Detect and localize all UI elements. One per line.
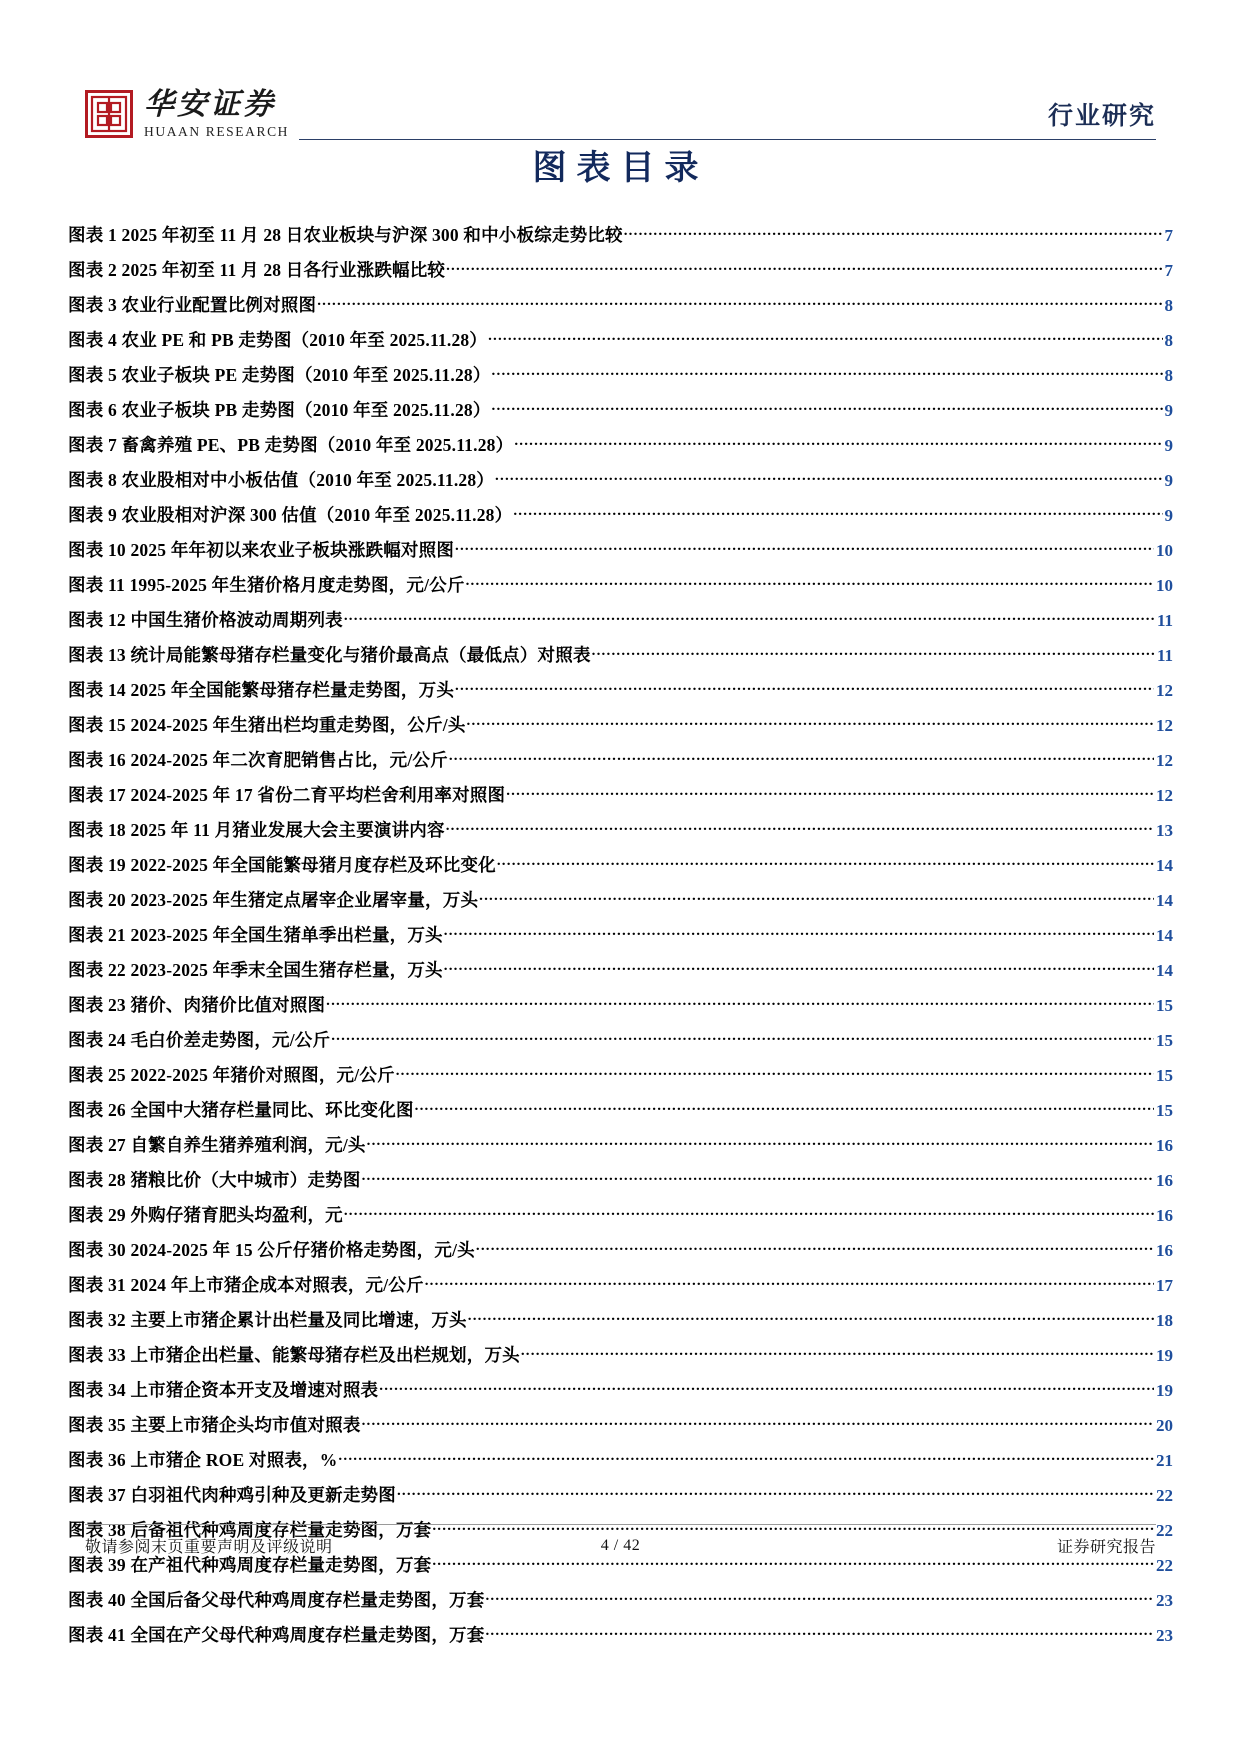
toc-leader-dots	[624, 224, 1163, 242]
toc-leader-dots	[492, 364, 1163, 382]
toc-entry-page-number[interactable]: 14	[1156, 891, 1173, 910]
toc-entry-page-number[interactable]: 7	[1164, 226, 1173, 245]
toc-entry-label: 图表 37 白羽祖代肉种鸡引种及更新走势图	[68, 1485, 396, 1505]
toc-entry-label: 图表 7 畜禽养殖 PE、PB 走势图（2010 年至 2025.11.28）	[68, 435, 514, 455]
toc-entry[interactable]	[68, 257, 1173, 292]
toc-entry-page-number[interactable]: 22	[1156, 1521, 1173, 1540]
toc-entry[interactable]	[68, 1237, 1173, 1272]
toc-entry-label: 图表 21 2023-2025 年全国生猪单季出栏量，万头	[68, 925, 443, 945]
toc-entry[interactable]	[68, 1027, 1173, 1062]
toc-entry-label: 图表 1 2025 年初至 11 月 28 日农业板块与沪深 300 和中小板综走势比较	[68, 225, 623, 245]
toc-entry[interactable]	[68, 1307, 1173, 1342]
header-section-title: 行业研究	[1047, 103, 1156, 130]
toc-entry-label: 图表 30 2024-2025 年 15 公斤仔猪价格走势图，元/头	[68, 1240, 475, 1260]
toc-leader-dots	[362, 1169, 1154, 1187]
toc-leader-dots	[513, 504, 1162, 522]
toc-entry-label: 图表 18 2025 年 11 月猪业发展大会主要演讲内容	[68, 820, 445, 840]
toc-entry[interactable]	[68, 1587, 1173, 1622]
toc-entry-label: 图表 35 主要上市猪企头均市值对照表	[68, 1415, 361, 1435]
toc-leader-dots	[331, 1029, 1154, 1047]
table-of-contents	[68, 222, 1173, 1657]
toc-leader-dots	[344, 609, 1155, 627]
toc-entry-page-number[interactable]: 11	[1156, 646, 1173, 665]
toc-leader-dots	[476, 1239, 1154, 1257]
toc-leader-dots	[317, 294, 1162, 312]
toc-entry[interactable]	[68, 432, 1173, 467]
toc-entry-page-number[interactable]: 8	[1164, 296, 1173, 315]
toc-entry-label: 图表 23 猪价、肉猪价比值对照图	[68, 995, 326, 1015]
toc-entry[interactable]	[68, 362, 1173, 397]
toc-entry[interactable]	[68, 1482, 1173, 1517]
toc-entry[interactable]	[68, 1412, 1173, 1447]
toc-entry[interactable]	[68, 1342, 1173, 1377]
toc-leader-dots	[326, 994, 1154, 1012]
footer-divider	[85, 1524, 1156, 1525]
page-title: 图表目录	[532, 150, 709, 187]
toc-entry-label: 图表 22 2023-2025 年季末全国生猪存栏量，万头	[68, 960, 443, 980]
toc-leader-dots	[379, 1379, 1154, 1397]
toc-entry-label: 图表 26 全国中大猪存栏量同比、环比变化图	[68, 1100, 414, 1120]
toc-entry-page-number[interactable]: 9	[1164, 436, 1173, 455]
toc-entry[interactable]	[68, 222, 1173, 257]
toc-entry-label: 图表 9 农业股相对沪深 300 估值（2010 年至 2025.11.28）	[68, 505, 513, 525]
toc-entry[interactable]	[68, 467, 1173, 502]
toc-entry-page-number[interactable]: 12	[1156, 681, 1173, 700]
toc-entry-page-number[interactable]: 17	[1156, 1276, 1173, 1295]
toc-entry-label: 图表 19 2022-2025 年全国能繁母猪月度存栏及环比变化	[68, 855, 496, 875]
toc-entry-label: 图表 20 2023-2025 年生猪定点屠宰企业屠宰量，万头	[68, 890, 479, 910]
toc-leader-dots	[444, 924, 1154, 942]
toc-entry[interactable]	[68, 887, 1173, 922]
toc-entry[interactable]	[68, 957, 1173, 992]
toc-entry-label: 图表 38 后备祖代种鸡周度存栏量走势图，万套	[68, 1520, 432, 1540]
toc-entry[interactable]	[68, 607, 1173, 642]
toc-leader-dots	[495, 469, 1162, 487]
toc-entry-page-number[interactable]: 15	[1156, 996, 1173, 1015]
toc-leader-dots	[446, 259, 1162, 277]
toc-leader-dots	[492, 399, 1163, 417]
toc-leader-dots	[455, 679, 1154, 697]
toc-leader-dots	[488, 329, 1162, 347]
toc-entry-label: 图表 16 2024-2025 年二次育肥销售占比，元/公斤	[68, 750, 448, 770]
toc-entry[interactable]	[68, 1377, 1173, 1412]
toc-entry[interactable]	[68, 572, 1173, 607]
toc-leader-dots	[455, 539, 1154, 557]
toc-entry-page-number[interactable]: 9	[1164, 401, 1173, 420]
toc-entry-label: 图表 6 农业子板块 PB 走势图（2010 年至 2025.11.28）	[68, 400, 491, 420]
toc-entry-page-number[interactable]: 18	[1156, 1311, 1173, 1330]
toc-leader-dots	[497, 854, 1154, 872]
toc-entry-page-number[interactable]: 19	[1156, 1346, 1173, 1365]
toc-entry[interactable]	[68, 782, 1173, 817]
toc-entry[interactable]	[68, 292, 1173, 327]
toc-leader-dots	[444, 959, 1154, 977]
toc-entry-page-number[interactable]: 9	[1164, 506, 1173, 525]
toc-leader-dots	[485, 1589, 1154, 1607]
brand-name-cn: 华安证券	[144, 87, 276, 121]
toc-entry-label: 图表 27 自繁自养生猪养殖利润，元/头	[68, 1135, 366, 1155]
footer-report-type: 证券研究报告	[1056, 1539, 1156, 1556]
toc-leader-dots	[362, 1414, 1154, 1432]
toc-entry-page-number[interactable]: 16	[1156, 1171, 1173, 1190]
toc-entry[interactable]	[68, 852, 1173, 887]
toc-entry-label: 图表 29 外购仔猪育肥头均盈利，元	[68, 1205, 343, 1225]
toc-entry[interactable]	[68, 1167, 1173, 1202]
toc-entry-page-number[interactable]: 16	[1156, 1241, 1173, 1260]
toc-entry-label: 图表 12 中国生猪价格波动周期列表	[68, 610, 343, 630]
brand-logo	[85, 87, 290, 141]
toc-entry-label: 图表 13 统计局能繁母猪存栏量变化与猪价最高点（最低点）对照表	[68, 645, 591, 665]
toc-leader-dots	[449, 749, 1154, 767]
toc-entry-label: 图表 34 上市猪企资本开支及增速对照表	[68, 1380, 379, 1400]
toc-entry-page-number[interactable]: 22	[1156, 1486, 1173, 1505]
toc-entry-page-number[interactable]: 7	[1164, 261, 1173, 280]
toc-leader-dots	[592, 644, 1155, 662]
toc-leader-dots	[467, 714, 1154, 732]
toc-entry-page-number[interactable]: 20	[1156, 1416, 1173, 1435]
toc-entry[interactable]	[68, 817, 1173, 852]
toc-entry-page-number[interactable]: 19	[1156, 1381, 1173, 1400]
toc-leader-dots	[425, 1274, 1154, 1292]
toc-entry-label: 图表 28 猪粮比价（大中城市）走势图	[68, 1170, 361, 1190]
toc-entry-page-number[interactable]: 14	[1156, 926, 1173, 945]
toc-entry-page-number[interactable]: 21	[1156, 1451, 1173, 1470]
toc-entry[interactable]	[68, 712, 1173, 747]
toc-entry[interactable]	[68, 1272, 1173, 1307]
toc-leader-dots	[514, 434, 1162, 452]
toc-leader-dots	[479, 889, 1154, 907]
toc-entry[interactable]	[68, 1132, 1173, 1167]
toc-leader-dots	[468, 1309, 1154, 1327]
toc-entry[interactable]	[68, 397, 1173, 432]
toc-entry-page-number[interactable]: 15	[1156, 1066, 1173, 1085]
toc-entry-page-number[interactable]: 12	[1156, 751, 1173, 770]
toc-entry-page-number[interactable]: 16	[1156, 1136, 1173, 1155]
toc-entry-page-number[interactable]: 23	[1156, 1591, 1173, 1610]
toc-leader-dots	[446, 819, 1154, 837]
toc-entry-label: 图表 8 农业股相对中小板估值（2010 年至 2025.11.28）	[68, 470, 495, 490]
toc-entry-page-number[interactable]: 14	[1156, 961, 1173, 980]
toc-entry[interactable]	[68, 327, 1173, 362]
toc-entry-page-number[interactable]: 10	[1156, 576, 1173, 595]
toc-entry-label: 图表 40 全国后备父母代种鸡周度存栏量走势图，万套	[68, 1590, 485, 1610]
toc-entry-page-number[interactable]: 14	[1156, 856, 1173, 875]
toc-entry-page-number[interactable]: 12	[1156, 716, 1173, 735]
toc-leader-dots	[521, 1344, 1154, 1362]
toc-entry-label: 图表 10 2025 年年初以来农业子板块涨跌幅对照图	[68, 540, 455, 560]
toc-entry[interactable]	[68, 922, 1173, 957]
toc-leader-dots	[397, 1484, 1154, 1502]
toc-entry-label: 图表 33 上市猪企出栏量、能繁母猪存栏及出栏规划，万头	[68, 1345, 520, 1365]
toc-leader-dots	[415, 1099, 1154, 1117]
toc-entry-label: 图表 31 2024 年上市猪企成本对照表，元/公斤	[68, 1275, 424, 1295]
toc-entry-page-number[interactable]: 22	[1156, 1556, 1173, 1575]
brand-name-en: HUAAN RESEARCH	[144, 123, 290, 139]
toc-entry-label: 图表 25 2022-2025 年猪价对照图，元/公斤	[68, 1065, 395, 1085]
toc-entry-page-number[interactable]: 16	[1156, 1206, 1173, 1225]
toc-entry[interactable]	[68, 677, 1173, 712]
toc-entry[interactable]	[68, 1202, 1173, 1237]
toc-entry[interactable]	[68, 642, 1173, 677]
toc-entry[interactable]	[68, 1447, 1173, 1482]
toc-entry[interactable]	[68, 747, 1173, 782]
toc-entry-label: 图表 5 农业子板块 PE 走势图（2010 年至 2025.11.28）	[68, 365, 491, 385]
toc-entry[interactable]	[68, 992, 1173, 1027]
toc-leader-dots	[338, 1449, 1154, 1467]
toc-entry-label: 图表 14 2025 年全国能繁母猪存栏量走势图，万头	[68, 680, 455, 700]
page-header	[85, 72, 1156, 140]
toc-entry-label: 图表 17 2024-2025 年 17 省份二育平均栏舍利用率对照图	[68, 785, 506, 805]
toc-leader-dots	[396, 1064, 1154, 1082]
toc-entry-label: 图表 36 上市猪企 ROE 对照表，%	[68, 1450, 338, 1470]
toc-entry-label: 图表 39 在产祖代种鸡周度存栏量走势图，万套	[68, 1555, 432, 1575]
toc-entry[interactable]	[68, 1622, 1173, 1657]
huaan-seal-logo-icon	[85, 90, 133, 138]
toc-leader-dots	[367, 1134, 1154, 1152]
footer-page-number: 4 / 42	[600, 1536, 641, 1554]
toc-entry-label: 图表 4 农业 PE 和 PB 走势图（2010 年至 2025.11.28）	[68, 330, 488, 350]
toc-leader-dots	[466, 574, 1154, 592]
toc-entry-page-number[interactable]: 15	[1156, 1101, 1173, 1120]
toc-entry-label: 图表 11 1995-2025 年生猪价格月度走势图，元/公斤	[68, 575, 465, 595]
toc-entry-label: 图表 41 全国在产父母代种鸡周度存栏量走势图，万套	[68, 1625, 485, 1645]
toc-entry[interactable]	[68, 502, 1173, 537]
footer-disclaimer: 敬请参阅末页重要声明及评级说明	[85, 1539, 333, 1556]
toc-entry-page-number[interactable]: 23	[1156, 1626, 1173, 1645]
toc-entry-page-number[interactable]: 11	[1156, 611, 1173, 630]
toc-entry[interactable]	[68, 1062, 1173, 1097]
toc-entry-page-number[interactable]: 8	[1164, 331, 1173, 350]
toc-entry-label: 图表 3 农业行业配置比例对照图	[68, 295, 317, 315]
toc-leader-dots	[344, 1204, 1154, 1222]
toc-leader-dots	[506, 784, 1154, 802]
toc-entry-label: 图表 2 2025 年初至 11 月 28 日各行业涨跌幅比较	[68, 260, 446, 280]
toc-entry-page-number[interactable]: 10	[1156, 541, 1173, 560]
toc-leader-dots	[485, 1624, 1154, 1642]
toc-entry[interactable]	[68, 1097, 1173, 1132]
toc-entry-page-number[interactable]: 8	[1164, 366, 1173, 385]
toc-entry-page-number[interactable]: 13	[1156, 821, 1173, 840]
toc-entry-label: 图表 32 主要上市猪企累计出栏量及同比增速，万头	[68, 1310, 467, 1330]
toc-entry-page-number[interactable]: 9	[1164, 471, 1173, 490]
toc-entry-label: 图表 24 毛白价差走势图，元/公斤	[68, 1030, 331, 1050]
page-footer	[85, 1524, 1156, 1564]
toc-entry-page-number[interactable]: 12	[1156, 786, 1173, 805]
toc-entry[interactable]	[68, 537, 1173, 572]
toc-entry-label: 图表 15 2024-2025 年生猪出栏均重走势图，公斤/头	[68, 715, 466, 735]
toc-entry-page-number[interactable]: 15	[1156, 1031, 1173, 1050]
